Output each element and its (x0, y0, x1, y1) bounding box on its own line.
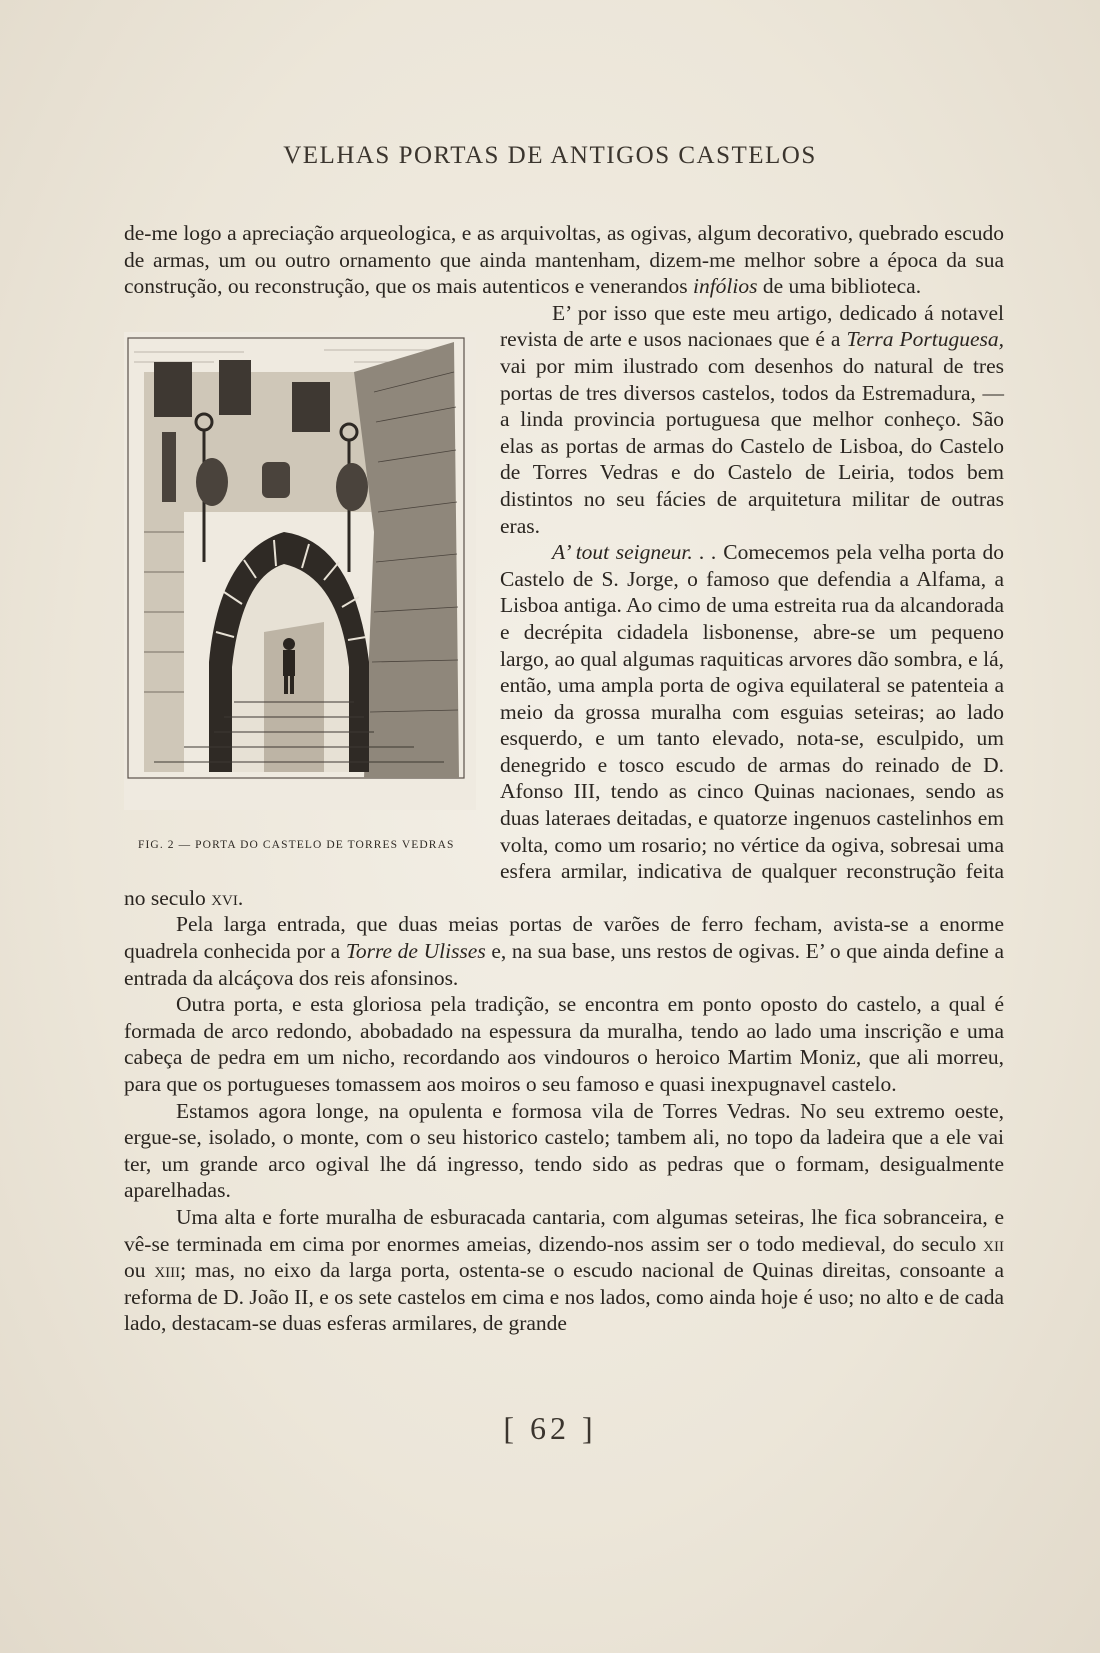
castle-gate-illustration (124, 332, 476, 810)
paragraph-7-or: ou (124, 1258, 155, 1283)
infolios-italic: infólios (692, 274, 758, 299)
terra-portuguesa-italic: Terra Portuguesa, (846, 327, 1004, 352)
paragraph-6: Estamos agora longe, na opulenta e formosa vila de Torres Vedras. No seu extremo oeste, ergue-se, isolado, o monte, com o seu historico castelo; tambem ali, no topo da ladeira que a ele vai ter, um grande arco ogival lhe dá ingresso, tendo sido as pedras que o formam, desigualmente aparelhadas. (124, 1098, 1004, 1203)
paragraph-1-text: de-me logo a apreciação arqueologica, e as arquivoltas, as ogivas, algum decorativo, quebrado escudo de armas, um ou outro ornamento que ainda mantenham, dizem-me melhor sobre a época da sua construção, ou reconstrução, que os mais autenticos e venerandos (124, 221, 1004, 299)
paragraph-7-text: Uma alta e forte muralha de esburacada cantaria, com algumas seteiras, lhe fica sobranceira, e vê-se terminada em cima por enormes ameias, dizendo-nos assim ser o todo medieval, do seculo (124, 1204, 1004, 1256)
figure-caption (124, 832, 482, 859)
paragraph-7-end: ; mas, no eixo da larga porta, ostenta-se o escudo nacional de Quinas direitas, consoante a reforma de D. João II, e os sete castelos em cima e nos lados, como ainda hoje é uso; no alto e de cada lado, destacam-se duas esferas armilares, de grande (124, 1258, 1004, 1336)
article-body (124, 220, 1004, 1337)
century-numeral-xii: xii (983, 1231, 1004, 1256)
tout-seigneur-italic: A’ tout seigneur. . . (552, 540, 717, 565)
running-title: VELHAS PORTAS DE ANTIGOS CASTELOS (283, 142, 817, 169)
century-numeral: xvi (211, 885, 238, 910)
paragraph-1 (124, 220, 1004, 300)
paragraph-2-end: vai por mim ilustrado com desenhos do natural de tres portas de tres diversos castelos, todos da Estremadura, — a linda provincia portuguesa que melhor conheço. São elas as portas de armas do Castelo de Lisboa, do Castelo de Torres Vedras e do Castelo de Leiria, todos bem distintos no seu fácies de arquitetura militar de outras eras. (500, 353, 1004, 538)
paragraph-4-end: e, na sua base, uns restos de ogivas. E’ o que ainda define a entrada da alcáçova dos reis afonsinos. (124, 939, 1004, 990)
paragraph-3-text: Comecemos pela velha porta do Castelo de S. Jorge, o famoso que defendia a Alfama, a Lisboa antiga. Ao cimo de uma estreita rua da alcandorada e decrépita cidadela lisbonense, abre-se um pequeno largo, ao qual algumas raquiticas arvores dão sombra, e lá, então, uma ampla porta de ogiva equilateral se patenteia a meio da grossa muralha com esguias seteiras; ao lado esquerdo, e um tanto elevado, nota-se, esculpido, um denegrido e tosco escudo de armas do reinado de D. Afonso III, tendo as cinco Quinas nacionaes, sendo as duas lateraes deitadas, e quatorze ingenuos castelinhos em volta, como um rosario; no vértice da ogiva, sobresai uma esfera armilar, indicativa de qualquer reconstrução feita no seculo (124, 540, 1005, 910)
torre-de-ulisses-italic: Torre de Ulisses (345, 939, 486, 964)
paragraph-4 (124, 911, 1004, 991)
paragraph-1-end: de uma biblioteca. (757, 274, 922, 299)
page-number: [ 62 ] (503, 1410, 597, 1446)
paragraph-2-text: E’ por isso que este meu artigo, dedicado á notavel revista de arte e usos nacionaes que é a (500, 300, 1004, 352)
figure-caption-text: FIG. 2 — PORTA DO CASTELO DE TORRES VEDRAS (138, 838, 455, 851)
century-numeral-xiii: xiii (154, 1258, 181, 1283)
paragraph-4-text: Pela larga entrada, que duas meias portas de varões de ferro fecham, avista-se a enorme quadrela conhecida por a (124, 912, 1004, 964)
paragraph-7 (124, 1204, 1004, 1337)
paragraph-3-end: . (237, 885, 244, 910)
figure-2 (124, 332, 482, 859)
paragraph-5: Outra porta, e esta gloriosa pela tradição, se encontra em ponto oposto do castelo, a qual é formada de arco redondo, abobadado na espessura da muralha, tendo ao lado uma inscrição e uma cabeça de pedra em um nicho, recordando aos vindouros o heroico Martim Moniz, que ali morreu, para que os portugueses tomassem aos moiros o seu famoso e quasi inexpugnavel castelo. (124, 992, 1004, 1096)
